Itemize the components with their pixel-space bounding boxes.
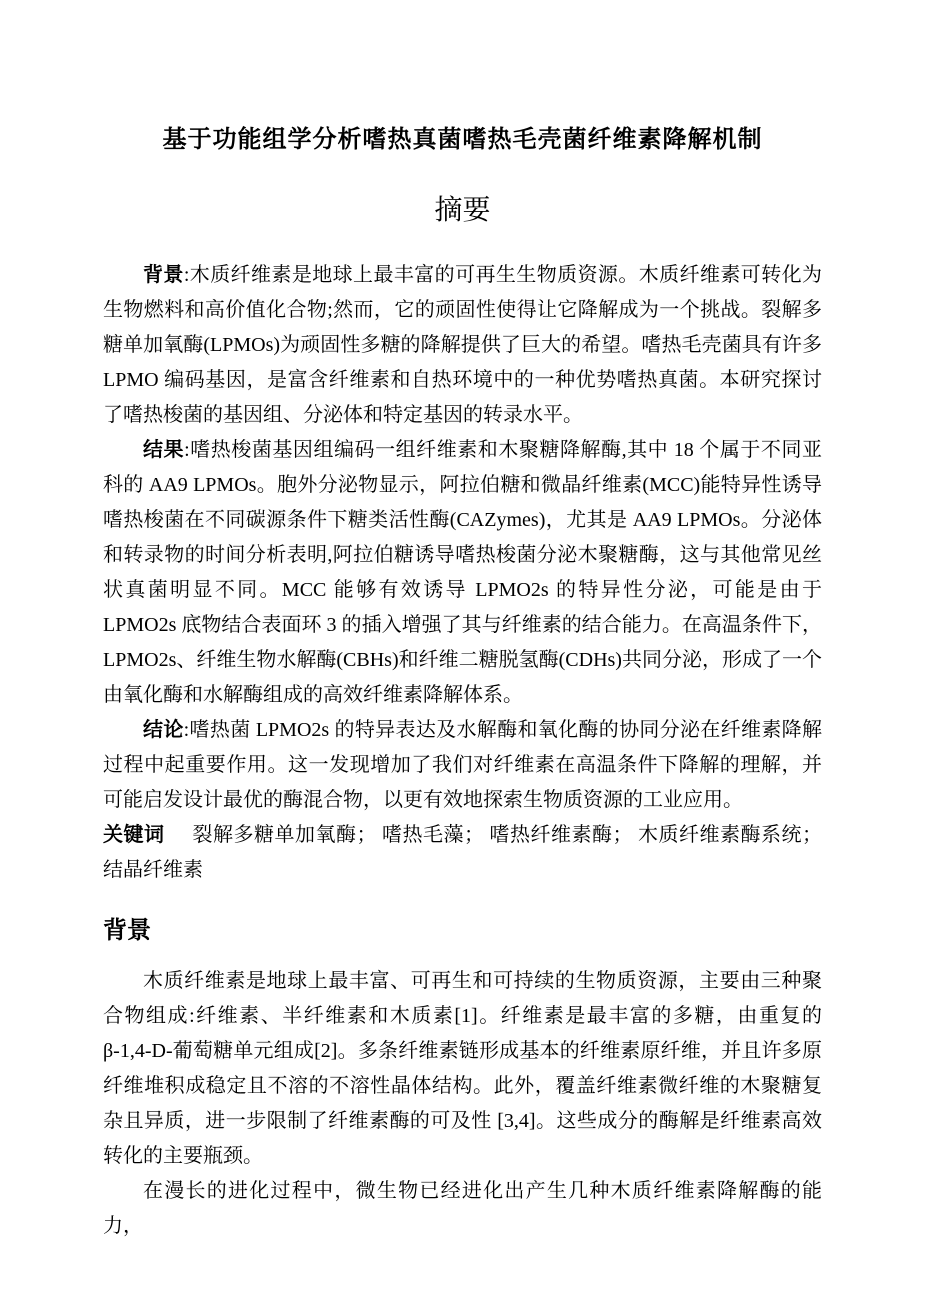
keywords-label: 关键词 [103, 824, 165, 846]
paper-title: 基于功能组学分析嗜热真菌嗜热毛壳菌纤维素降解机制 [162, 126, 763, 153]
body-paragraph-1: 木质纤维素是地球上最丰富、可再生和可持续的生物质资源，主要由三种聚合物组成:纤维素、半纤维素和木质素[1]。纤维素是最丰富的多糖，由重复的 β-1,4-D-葡萄糖单元组成[2]。多条纤维素链形成基本的纤维素原纤维，并且许多原纤维堆积成稳定且不溶的不溶性晶体结构。此外，覆盖纤维素微纤维的木聚糖复杂且异质，进一步限制了纤维素酶的可及性 [3,4]。这些成分的酶解是纤维素高效转化的主要瓶颈。 [103, 970, 822, 1167]
abstract-background-paragraph [103, 258, 822, 433]
conclusion-label: 结论 [143, 719, 184, 741]
body-paragraph-2: 在漫长的进化过程中，微生物已经进化出产生几种木质纤维素降解酶的能力， [103, 1180, 822, 1237]
abstract-results-paragraph [103, 433, 822, 713]
abstract-conclusion-paragraph [103, 713, 822, 818]
results-text: :嗜热梭菌基因组编码一组纤维素和木聚糖降解酶,其中 18 个属于不同亚科的 AA9 LPMOs。胞外分泌物显示，阿拉伯糖和微晶纤维素(MCC)能特异性诱导嗜热梭菌在不同碳源条件下糖类活性酶(CAZymes)，尤其是 AA9 LPMOs。分泌体和转录物的时间分析表明,阿拉伯糖诱导嗜热梭菌分泌木聚糖酶，这与其他常见丝状真菌明显不同。MCC 能够有效诱导 LPMO2s 的特异性分泌，可能是由于 LPMO2s 底物结合表面环 3 的插入增强了其与纤维素的结合能力。在高温条件下，LPMO2s、纤维生物水解酶(CBHs)和纤维二糖脱氢酶(CDHs)共同分泌，形成了一个由氧化酶和水解酶组成的高效纤维素降解体系。 [103, 439, 823, 706]
abstract-heading: 摘要 [434, 195, 491, 226]
background-label: 背景 [143, 264, 184, 286]
conclusion-text: :嗜热菌 LPMO2s 的特异表达及水解酶和氧化酶的协同分泌在纤维素降解过程中起重要作用。这一发现增加了我们对纤维素在高温条件下降解的理解，并可能启发设计最优的酶混合物，以更有效地探索生物质资源的工业应用。 [103, 719, 823, 811]
keywords-paragraph [103, 818, 822, 888]
keywords-text: 裂解多糖单加氧酶； 嗜热毛藻； 嗜热纤维素酶； 木质纤维素酶系统； 结晶纤维素 [103, 824, 822, 881]
background-text: :木质纤维素是地球上最丰富的可再生生物质资源。木质纤维素可转化为生物燃料和高价值化合物;然而，它的顽固性使得让它降解成为一个挑战。裂解多糖单加氧酶(LPMOs)为顽固性多糖的降解提供了巨大的希望。嗜热毛壳菌具有许多 LPMO 编码基因，是富含纤维素和自热环境中的一种优势嗜热真菌。本研究探讨了嗜热梭菌的基因组、分泌体和特定基因的转录水平。 [103, 264, 823, 426]
section-heading-background: 背景 [103, 917, 151, 944]
results-label: 结果 [143, 439, 185, 461]
